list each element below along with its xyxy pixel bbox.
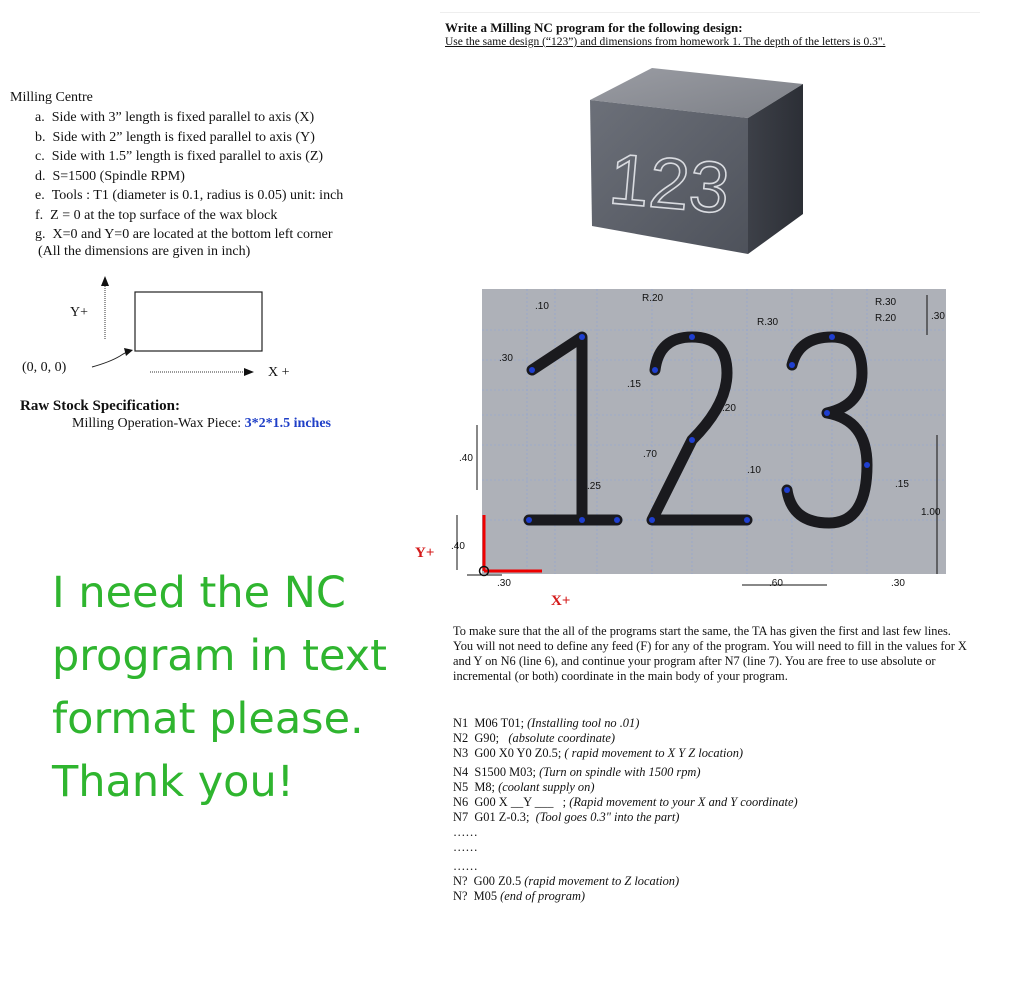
program-line bbox=[453, 874, 798, 889]
program-code: N1 M06 T01; bbox=[453, 716, 528, 730]
program-code: …… bbox=[453, 859, 478, 873]
stock-rectangle bbox=[135, 292, 262, 351]
drawing-x-axis-label: X+ bbox=[551, 593, 571, 609]
list-item-text: X=0 and Y=0 are located at the bottom left corner bbox=[52, 227, 333, 242]
program-code: N2 G90; bbox=[453, 731, 509, 745]
program-code: N? M05 bbox=[453, 889, 501, 903]
program-line bbox=[453, 810, 798, 825]
raw-stock-value: 3*2*1.5 inches bbox=[244, 416, 332, 431]
program-comment: (Rapid movement to your X and Y coordinate) bbox=[569, 795, 798, 809]
dim-label: .30 bbox=[931, 311, 945, 322]
program-line bbox=[453, 780, 798, 795]
dim-label: .20 bbox=[722, 403, 736, 414]
list-item-text: Side with 3” length is fixed parallel to axis (X) bbox=[51, 110, 315, 125]
list-item-text: Side with 1.5” length is fixed parallel to axis (Z) bbox=[51, 149, 324, 164]
dim-label: .10 bbox=[747, 465, 761, 476]
program-line bbox=[453, 765, 798, 780]
instructions-paragraph: To make sure that the all of the programs start the same, the TA has given the first and last few lines. You will not need to define any feed (F) for any of the program. You will need to fill in the values for X and Y on N6 (line 6), and continue your program after N7 (line 7). You are free to use absolute or incremental (or both) coordinate in the main body of your program. bbox=[453, 624, 967, 683]
block-engraving: 123 bbox=[606, 139, 733, 230]
program-line bbox=[453, 731, 798, 746]
dim-label: .40 bbox=[451, 541, 465, 552]
x-axis-label: X + bbox=[268, 365, 290, 380]
program-comment: (Tool goes 0.3" into the part) bbox=[535, 810, 680, 824]
dim-label: R.30 bbox=[757, 317, 779, 328]
dim-label: R.20 bbox=[875, 313, 897, 324]
program-code: …… bbox=[453, 825, 478, 839]
origin-pointer bbox=[92, 351, 130, 367]
assignment-subtitle: Use the same design (“123”) and dimensions from homework 1. The depth of the letters is 0.3". bbox=[445, 36, 886, 48]
list-marker: g. bbox=[35, 227, 46, 242]
origin-label: (0, 0, 0) bbox=[22, 360, 67, 375]
list-marker: d. bbox=[35, 168, 46, 184]
program-comment: (end of program) bbox=[500, 889, 586, 903]
dim-label: .10 bbox=[535, 301, 549, 312]
dim-label: .15 bbox=[627, 379, 641, 390]
program-line bbox=[453, 889, 798, 904]
handwritten-request-note: I need the NC program in text format please. Thank you! bbox=[52, 568, 387, 807]
program-comment: (Installing tool no .01) bbox=[527, 716, 640, 730]
raw-stock-heading: Raw Stock Specification: bbox=[20, 398, 180, 414]
dim-label: R.30 bbox=[875, 297, 897, 308]
program-code: N6 G00 X __Y ___ ; bbox=[453, 795, 570, 809]
program-code: N4 S1500 M03; bbox=[453, 765, 540, 779]
list-item bbox=[35, 186, 343, 206]
dim-label: .25 bbox=[587, 481, 601, 492]
drawing-background bbox=[482, 289, 946, 574]
list-marker: a. bbox=[35, 110, 45, 125]
wax-block-image bbox=[588, 66, 808, 256]
list-item-text: Z = 0 at the top surface of the wax block bbox=[50, 207, 278, 223]
dim-label: 1.00 bbox=[921, 507, 941, 518]
milling-centre-list bbox=[35, 108, 343, 245]
program-comment: ( rapid movement to X Y Z location) bbox=[564, 746, 744, 760]
y-axis-arrow bbox=[101, 276, 109, 286]
program-comment: (rapid movement to Z location) bbox=[524, 874, 680, 888]
dim-label: .30 bbox=[891, 578, 905, 589]
program-code: N5 M8; bbox=[453, 780, 499, 794]
x-axis-arrow bbox=[244, 368, 254, 376]
program-line bbox=[453, 840, 798, 855]
dim-label: .30 bbox=[497, 578, 511, 589]
origin-pointer-arrow bbox=[124, 348, 133, 356]
dim-label: .30 bbox=[499, 353, 513, 364]
program-code: N? G00 Z0.5 bbox=[453, 874, 525, 888]
drawing-y-axis-label: Y+ bbox=[415, 545, 435, 561]
list-item-text: Tools : T1 (diameter is 0.1, radius is 0.05) unit: inch bbox=[51, 188, 344, 203]
dim-label: R.20 bbox=[642, 293, 664, 304]
dimensions-note: (All the dimensions are given in inch) bbox=[38, 244, 251, 259]
list-marker: b. bbox=[35, 129, 46, 145]
nc-program-listing bbox=[453, 716, 798, 904]
dim-label: .15 bbox=[895, 479, 909, 490]
program-line bbox=[453, 825, 798, 840]
dim-label: .60 bbox=[769, 578, 783, 589]
program-comment: (Turn on spindle with 1500 rpm) bbox=[539, 765, 701, 779]
list-item bbox=[35, 167, 343, 187]
list-marker: c. bbox=[35, 149, 45, 164]
list-marker: f. bbox=[35, 207, 44, 223]
header-divider bbox=[440, 12, 980, 13]
list-item-text: Side with 2” length is fixed parallel to axis (Y) bbox=[52, 129, 315, 145]
y-axis-label: Y+ bbox=[70, 305, 89, 320]
milling-centre-heading: Milling Centre bbox=[10, 90, 93, 105]
list-item bbox=[35, 147, 343, 167]
list-item bbox=[35, 206, 343, 226]
program-code: …… bbox=[453, 840, 478, 854]
list-item-text: S=1500 (Spindle RPM) bbox=[52, 168, 185, 184]
list-item bbox=[35, 225, 343, 245]
dim-label: .70 bbox=[643, 449, 657, 460]
program-line bbox=[453, 746, 798, 761]
design-drawing bbox=[415, 275, 952, 620]
dim-label: .40 bbox=[459, 453, 473, 464]
raw-stock-line bbox=[72, 416, 331, 432]
list-item bbox=[35, 128, 343, 148]
program-line bbox=[453, 716, 798, 731]
program-comment: (absolute coordinate) bbox=[508, 731, 615, 745]
list-item bbox=[35, 108, 343, 128]
program-comment: (coolant supply on) bbox=[498, 780, 595, 794]
program-line bbox=[453, 795, 798, 810]
raw-stock-prefix: Milling Operation-Wax Piece: bbox=[72, 416, 245, 431]
assignment-title: Write a Milling NC program for the following design: bbox=[445, 20, 743, 35]
list-marker: e. bbox=[35, 188, 45, 203]
program-line bbox=[453, 859, 798, 874]
program-code: N3 G00 X0 Y0 Z0.5; bbox=[453, 746, 565, 760]
program-code: N7 G01 Z-0.3; bbox=[453, 810, 536, 824]
